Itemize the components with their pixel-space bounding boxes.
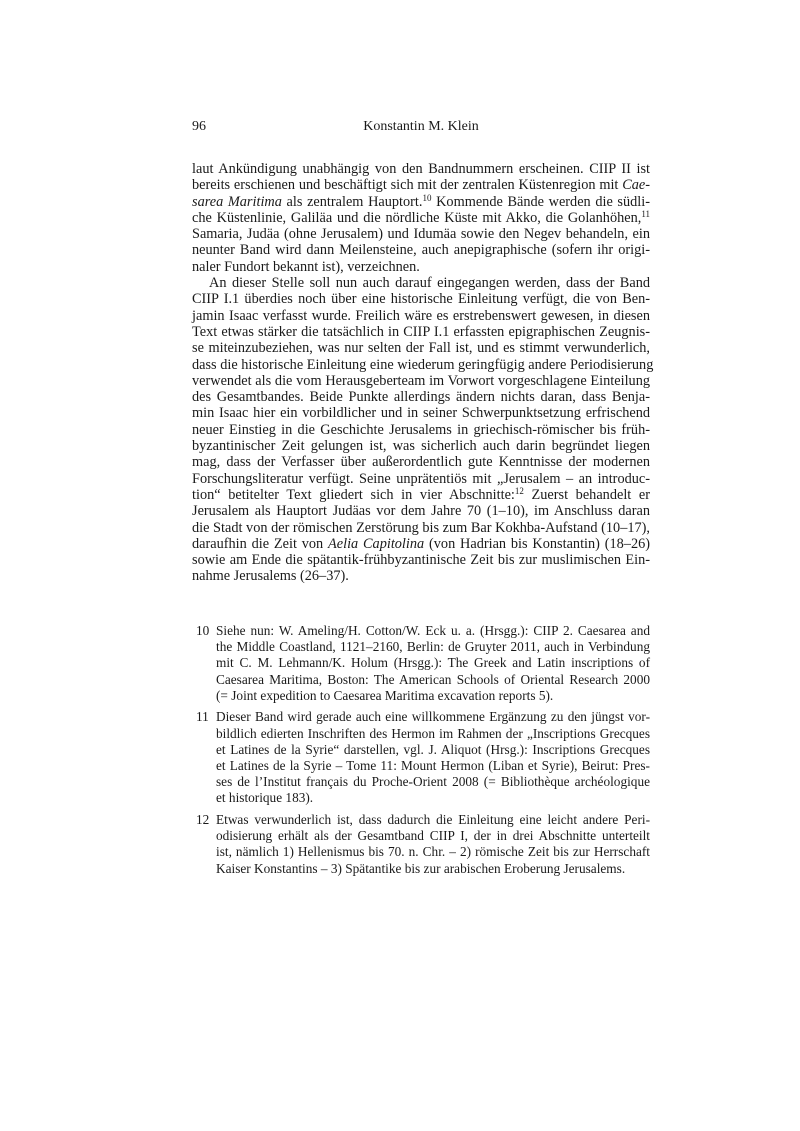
footnote [192, 623, 650, 704]
footnote-line: bildlich edierten Inschriften des Hermon im Rahmen der „Inscriptions Grecques [216, 725, 650, 741]
footnote-number: 11 [196, 709, 209, 725]
footnote-reference: 11 [641, 208, 650, 219]
body-line [192, 356, 654, 373]
page-number: 96 [192, 119, 206, 134]
footnote-reference: 12 [514, 485, 524, 496]
body-line [192, 340, 650, 356]
footnote-line: ist, nämlich 1) Hellenismus bis 70. n. Chr. – 2) römische Zeit bis zur Herrschaft [216, 844, 650, 860]
body-line [192, 405, 650, 421]
running-head: Konstantin M. Klein [363, 119, 479, 134]
text-segment: se miteinzubeziehen, was nur selten der Fall ist, und es stimmt verwunderlich, [192, 340, 650, 357]
footnote-reference: 10 [422, 192, 432, 203]
text-segment: daraufhin die Zeit von [192, 535, 329, 552]
footnote [192, 709, 650, 806]
italic-text: Aelia Capitolina [328, 535, 425, 552]
italic-text: Cae- [622, 177, 650, 194]
body-line [192, 520, 650, 536]
text-segment: naler Fundort bekannt ist), verzeichnen. [192, 258, 420, 275]
body-line [192, 373, 650, 389]
text-segment: Text etwas stärker die tatsächlich in CIIP I.1 erfassten epigraphischen Zeugnis- [192, 323, 650, 340]
body-line [192, 454, 650, 470]
body-text [192, 161, 654, 585]
body-line [192, 308, 650, 324]
text-segment: nahme Jerusalems (26–37). [192, 568, 349, 585]
text-segment: An dieser Stelle soll nun auch darauf eingegangen werden, dass der Band [209, 275, 650, 292]
footnote-line: Siehe nun: W. Ameling/H. Cotton/W. Eck u. a. (Hrsgg.): CIIP 2. Caesarea and [216, 623, 650, 638]
body-line [192, 242, 650, 258]
footnote-line: et historique 183). [216, 790, 314, 806]
body-line [192, 226, 650, 242]
text-segment: verwendet als die vom Herausgeberteam im Vorwort vorgeschlagene Einteilung [192, 372, 650, 389]
body-line [192, 422, 650, 438]
footnote-line: odisierung erhält als der Gesamtband CIIP I, der in drei Abschnitte unterteilt [216, 828, 650, 844]
footnote-number: 12 [196, 812, 210, 828]
text-segment: byzantinischer Zeit gelungen ist, was sicherlich auch darin begründet liegen [192, 438, 650, 455]
text-segment: che Küstenlinie, Galiläa und die nördliche Küste mit Akko, die Golanhöhen, [192, 209, 642, 226]
footnotes [192, 623, 650, 882]
footnote-line: the Middle Coastland, 1121–2160, Berlin: de Gruyter 2011, auch in Verbindung [216, 639, 650, 655]
text-segment: des Gesamtbandes. Beide Punkte allerdings ändern nichts daran, dass Benja- [192, 389, 650, 406]
footnote-number: 10 [196, 623, 210, 638]
text-segment: als zentralem Hauptort. [281, 193, 423, 210]
footnote-line: mit C. M. Lehmann/K. Holum (Hrsgg.): The Greek and Latin inscriptions of [216, 655, 650, 671]
text-segment: tion“ betitelter Text gliedert sich in vier Abschnitte: [192, 486, 515, 503]
body-line [192, 291, 650, 307]
text-segment: bereits erschienen und beschäftigt sich mit der zentralen Küstenregion mit [192, 177, 623, 194]
body-line [192, 161, 650, 177]
footnote-line: Caesarea Maritima, Boston: The American Schools of Oriental Research 2000 [216, 671, 650, 687]
text-segment: Kommende Bände werden die südli- [431, 193, 651, 210]
body-line [192, 471, 650, 487]
footnote-line: Etwas verwunderlich ist, dass dadurch die Einleitung eine leicht andere Peri- [216, 812, 650, 828]
text-segment: sowie am Ende die spätantik-frühbyzantinische Zeit bis zur muslimischen Ein- [192, 552, 650, 569]
text-segment: neuer Einstieg in die Geschichte Jerusalems in griechisch-römischer bis früh- [192, 421, 650, 438]
body-line [192, 210, 650, 226]
text-segment: Forschungsliteratur verfügt. Seine unprätentiös mit „Jerusalem – an introduc- [192, 470, 650, 487]
body-line [192, 324, 650, 340]
footnote-line: ses de l’Institut français du Proche-Orient 2008 (= Bibliothèque archéologique [216, 774, 650, 790]
text-segment: min Isaac hier ein vorbildlicher und in seiner Schwerpunktsetzung erfrischend [192, 405, 650, 422]
text-segment: mag, dass der Verfasser über außerordentlich gute Kenntnisse der modernen [192, 454, 650, 471]
body-line [192, 438, 650, 454]
footnote [192, 812, 650, 877]
body-line [192, 275, 650, 291]
text-segment: (von Hadrian bis Konstantin) (18–26) [424, 535, 651, 552]
text-segment: dass die historische Einleitung eine wiederum geringfügig andere Periodisierung [192, 356, 654, 373]
text-segment: jamin Isaac verfasst wurde. Freilich wäre es erstrebenswert gewesen, in diesen [192, 307, 650, 324]
text-segment: die Stadt von der römischen Zerstörung bis zum Bar Kokhba-Aufstand (10–17), [192, 519, 650, 536]
body-line [192, 194, 650, 210]
text-segment: CIIP I.1 überdies noch über eine historische Einleitung verfügt, die von Ben- [192, 291, 650, 308]
body-line [192, 503, 650, 519]
footnote-line: et Latines de la Syrie – Tome 11: Mount Hermon (Liban et Syrie), Beirut: Pres- [216, 758, 650, 773]
italic-text: sarea Maritima [192, 193, 282, 210]
footnote-line: et Latines de la Syrie“ darstellen, vgl. J. Aliquot (Hrsg.): Inscriptions Grecques [216, 741, 650, 757]
footnote-line: Dieser Band wird gerade auch eine willkommene Ergänzung zu den jüngst vor- [216, 709, 650, 725]
text-segment: neunter Band wird dann Meilensteine, auch anepigraphische (sofern ihr origi- [192, 242, 650, 259]
body-line [192, 552, 650, 568]
body-line [192, 568, 650, 584]
body-line [192, 389, 650, 405]
text-segment: Samaria, Judäa (ohne Jerusalem) und Idumäa sowie den Negev behandeln, ein [192, 226, 650, 243]
footnote-line: Kaiser Konstantins – 3) Spätantike bis zur arabischen Eroberung Jerusalems. [216, 860, 626, 876]
body-line [192, 487, 650, 503]
page-header [192, 119, 650, 137]
body-line [192, 177, 650, 193]
text-segment: Jerusalem als Hauptort Judäas vor dem Jahre 70 (1–10), im Anschluss daran [192, 503, 650, 520]
footnote-line: (= Joint expedition to Caesarea Maritima excavation reports 5). [216, 687, 554, 703]
body-line [192, 536, 650, 552]
body-line [192, 259, 650, 275]
text-segment: laut Ankündigung unabhängig von den Bandnummern erscheinen. CIIP II ist [192, 161, 650, 177]
text-segment: Zuerst behandelt er [523, 486, 650, 503]
